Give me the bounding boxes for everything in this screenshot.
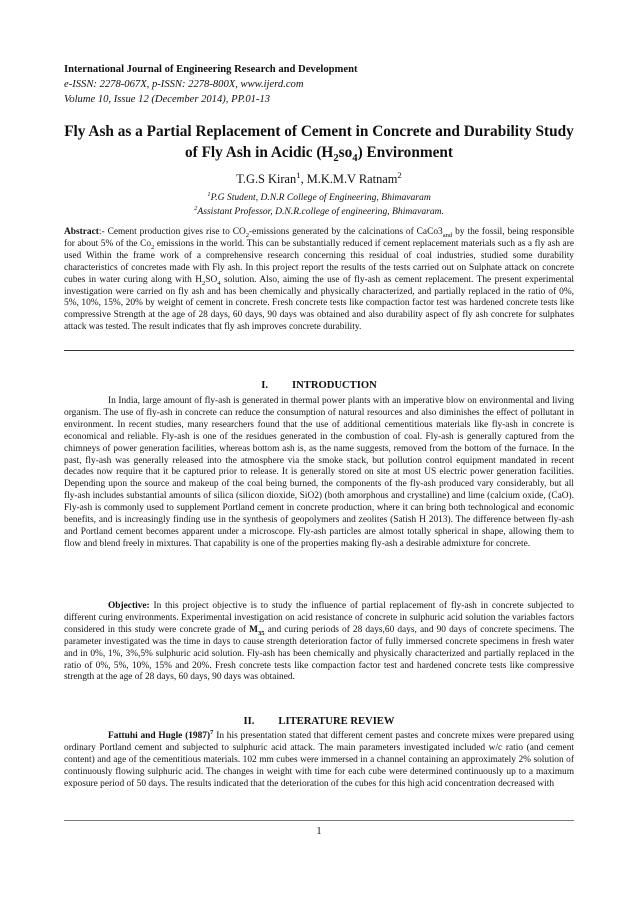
abstract: Abstract:- Cement production gives rise to $CO_2$-emissions generated by the calcinations of $CaCo3_{and}$ by the fossil, being responsible for about 5% of the $Co_2$ emissions in the world. This can be substantially reduced if cement replacement materials such as a fly ash are used Within the frame work of a comprehensive research concerning this residual of coal industries, studied some durability characteristics of concretes made with Fly ash. In this project report the results of the tests carried out on Sulphate attack on concrete cubes in water curing along with $H_2SO_4$ solution. Also, aiming the use of fly-ash as cement replacement. The present experimental investigation were carried on fly ash and has been chemically and physically characterized, and partially replaced in the ratio of 0%, 5%, 10%, 15%, 20% by weight of cement in concrete. Fresh concrete tests like compaction factor test was hardened concrete tests like compressive Strength at the age of 28 days, 60 days, 90 days was obtained and also durability aspect of fly ash concrete for sulphates attack was tested. The result indicates that fly ash improves concrete durability. [64, 227, 574, 333]
page-number: 1 [316, 826, 322, 837]
introduction-paragraph: In India, large amount of fly-ash is generated in thermal power plants with an imperative blow on environmental and living organism. The use of fly-ash in concrete can reduce the consumption of natural resources and also diminishes the effect of pollutant in environment. In recent studies, many researchers found that the use of additional cementitious materials like fly-ash in concrete is economical and reliable. Fly-ash is one of the residues generated in the combustion of coal. Fly-ash is generally captured from the chimneys of power generation facilities, whereas bottom ash is, as the name suggests, removed from the bottom of the furnace. In the past, fly-ash was generally released into the atmosphere via the smoke stack, but pollution control equipment mandated in recent decades now require that it be captured prior to release. It is generally stored on site at most US electric power generation facilities. Depending upon the source and makeup of the coal being burned, the components of the fly-ash produced vary considerably, but all fly-ash includes substantial amounts of silica (silicon dioxide, SiO2) (both amorphous and crystalline) and lime (calcium oxide, (CaO). Fly-ash is commonly used to supplement Portland cement in concrete production, where it can bring both technological and economic benefits, and is increasingly finding use in the synthesis of geopolymers and zeolites (Satish H 2013). The difference between fly-ash and Portland cement becomes apparent under a microscope. Fly-ash particles are almost totally spherical in shape, allowing them to flow and blend freely in mixtures. That capability is one of the properties making fly-ash a desirable admixture for concrete. [64, 396, 574, 549]
journal-volume: Volume 10, Issue 12 (December 2014), PP.01-13 [64, 94, 271, 105]
journal-issn: e-ISSN: 2278-067X, p-ISSN: 2278-800X, www.ijerd.com [64, 79, 304, 90]
objective-paragraph: Objective: In this project objective is to study the influence of partial replacement of fly-ash in concrete subjected to different curing environments. Experimental investigation on acid resistance of concrete in sulphuric acid solution the variables factors considered in this study were concrete grade of $M_{35}$ and curing periods of 28 days,60 days, and 90 days of concrete specimens. The parameter investigated was the time in days to cause strength deterioration factor of fully immersed concrete specimens in fresh water and in 0%, 1%, 3%,5% sulphuric acid solution. Fly-ash has been chemically and physically characterized and partially replaced in the ratio of 0%, 5%, 10%, 15% and 20%. Fresh concrete tests like compaction factor test and hardened concrete tests like compressive strength at the age of 28 days, 60 days, 90 days was obtained. [64, 601, 575, 683]
author-list: T.G.S Kiran$^1$, M.K.M.V Ratnam$^2$ [236, 169, 402, 186]
affiliation-2: $^2$Assistant Professor, D.N.R.college of engineering, Bhimavaram. [193, 204, 445, 217]
footer-divider [64, 820, 574, 821]
section-heading-introduction: I. INTRODUCTION [261, 380, 377, 391]
abstract-divider [64, 350, 574, 351]
literature-review-paragraph: Fattuhi and Hugle $(1987)^7$ In his presentation stated that different cement pastes and concrete mixes were prepared using ordinary Portland cement and subjected to sulphuric acid attack. The main parameters investigated included w/c ratio (and cement content) and age of the cementitious materials. 102 mm cubes were immersed in a channel containing an approximately 2% solution of continuously flowing sulphuric acid. The changes in weight with time for each cube were determined continuously up to a maximum exposure period of 50 days. The results indicated that the deterioration of the cubes for this high acid concentration decreased with [64, 728, 574, 789]
paper-title: Fly Ash as a Partial Replacement of Cement in Concrete and Durability Study of Fly Ash in Acidic $(H_2so_4)$ Environment [64, 123, 574, 165]
section-heading-literature-review: II. LITERATURE REVIEW [243, 716, 395, 727]
affiliation-1: $^1$P.G Student, D.N.R College of Engineering, Bhimavaram [207, 190, 431, 203]
journal-name: International Journal of Engineering Research and Development [64, 64, 358, 75]
